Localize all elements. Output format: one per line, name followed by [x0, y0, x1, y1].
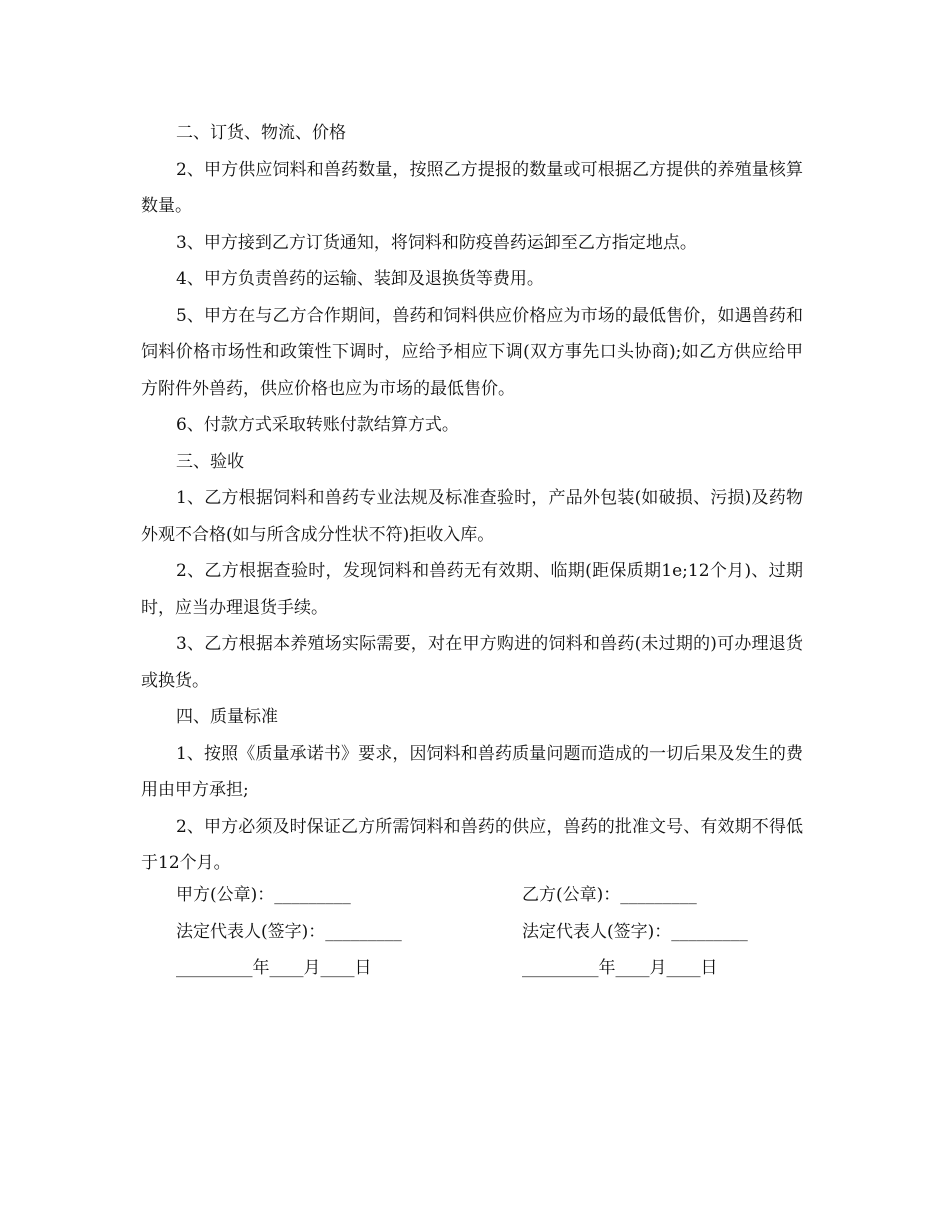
party-b-date-line: _________年____月____日 — [522, 958, 718, 978]
signature-row-date — [176, 950, 816, 987]
quality-clause-2: 2、甲方必须及时保证乙方所需饲料和兽药的供应，兽药的批准文号、有效期不得低于12个月。 — [141, 816, 803, 873]
party-b-seal-line: 乙方(公章)：_________ — [522, 885, 697, 905]
party-a-seal-line: 甲方(公章)：_________ — [176, 885, 351, 905]
clause-3-delivery: 3、甲方接到乙方订货通知，将饲料和防疫兽药运卸至乙方指定地点。 — [176, 232, 697, 253]
party-a-date-line: _________年____月____日 — [176, 958, 372, 978]
clause-4-costs: 4、甲方负责兽药的运输、装卸及退换货等费用。 — [176, 269, 544, 289]
acceptance-clause-3: 3、乙方根据本养殖场实际需要，对在甲方购进的饲料和兽药(未过期的)可办理退货或换货。 — [141, 634, 803, 691]
signature-row-representative — [176, 914, 816, 951]
section-heading-quality: 四、质量标准 — [176, 707, 278, 727]
acceptance-clause-2: 2、乙方根据查验时，发现饲料和兽药无有效期、临期(距保质期1e;12个月)、过期时，应当办理退货手续。 — [141, 561, 803, 618]
clause-2-quantity: 2、甲方供应饲料和兽药数量，按照乙方提报的数量或可根据乙方提供的养殖量核算数量。 — [141, 159, 803, 216]
acceptance-clause-1: 1、乙方根据饲料和兽药专业法规及标准查验时，产品外包装(如破损、污损)及药物外观不合格(如与所含成分性状不符)拒收入库。 — [141, 488, 803, 545]
signature-row-seal — [176, 877, 816, 914]
party-b-representative-line: 法定代表人(签字)：_________ — [522, 921, 748, 942]
clause-6-payment: 6、付款方式采取转账付款结算方式。 — [176, 415, 459, 435]
contract-body — [141, 115, 803, 882]
section-heading-acceptance: 三、验收 — [176, 451, 244, 472]
quality-clause-1: 1、按照《质量承诺书》要求，因饲料和兽药质量问题而造成的一切后果及发生的费用由甲方承担; — [141, 743, 803, 800]
signature-block — [176, 877, 816, 987]
section-heading-ordering: 二、订货、物流、价格 — [176, 123, 346, 143]
clause-5-pricing: 5、甲方在与乙方合作期间，兽药和饲料供应价格应为市场的最低售价，如遇兽药和饲料价格市场性和政策性下调时，应给予相应下调(双方事先口头协商);如乙方供应给甲方附件外兽药，供应价格也应为市场的最低售价。 — [141, 305, 803, 399]
party-a-representative-line: 法定代表人(签字)：_________ — [176, 921, 402, 942]
